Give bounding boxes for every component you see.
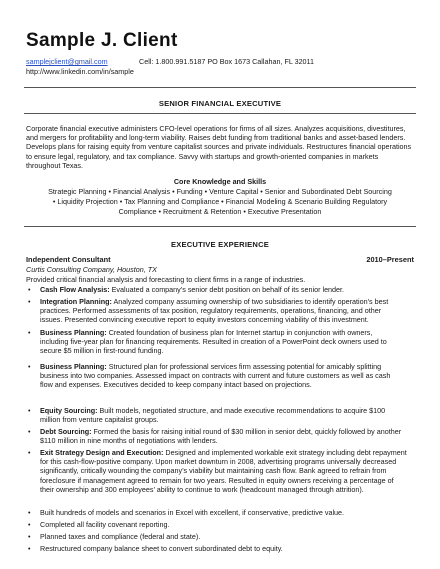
divider <box>24 87 416 88</box>
bullet-text: Restructured company balance sheet to convert subordinated debt to equity. <box>40 544 283 553</box>
summary-heading: SENIOR FINANCIAL EXECUTIVE <box>158 99 282 108</box>
bullet-item <box>28 544 416 553</box>
bullet-label: Business Planning: <box>40 362 107 371</box>
bullet-text: Built models, negotiated structure, and made executive recommendations to acquire $100 <box>97 406 386 415</box>
bullet-icon: • <box>28 532 31 541</box>
bullet-item <box>28 297 416 325</box>
job-dates: 2010–Present <box>366 255 414 264</box>
bullet-label: Integration Planning: <box>40 297 112 306</box>
divider <box>24 113 416 114</box>
bullet-item <box>28 427 416 446</box>
bullet-item <box>28 508 416 517</box>
bullet-text: Completed all facility covenant reporting. <box>40 520 170 529</box>
bullet-label: Exit Strategy Design and Execution: <box>40 448 164 457</box>
bullet-text: Evaluated a company’s senior debt position on behalf of its senior lender. <box>109 285 345 294</box>
bullet-icon: • <box>28 508 31 517</box>
candidate-name: Sample J. Client <box>26 30 178 51</box>
bullet-text: including five-year plan for financing requirements. Resulted in creation of a PowerPoint deck owners used to <box>40 337 387 347</box>
bullet-text: for this cash-flow-positive company. Upon market downturn in 2008, advertising programs universally decreased <box>40 457 397 467</box>
bullet-item <box>28 532 416 541</box>
bullet-item <box>28 328 416 356</box>
bullet-item <box>28 285 416 294</box>
bullet-text: significantly, critically wounding the company’s viability but maintaining cash flow. Bank agreed to refrain from <box>40 466 387 476</box>
bullet-item <box>28 406 416 425</box>
bullet-text: Created foundation of business plan for Internet startup in conjunction with owners, <box>106 328 373 337</box>
bullet-icon: • <box>28 427 31 436</box>
skills-line: Strategic Planning • Financial Analysis • Funding • Venture Capital • Senior and Subordinated Debt Sourcing <box>48 187 392 196</box>
bullet-text: business into two companies. Assessed impact on contracts with current and future customers as well as cash <box>40 371 391 381</box>
bullet-label: Debt Sourcing: <box>40 427 92 436</box>
bullet-icon: • <box>28 520 31 529</box>
bullet-icon: • <box>28 285 31 294</box>
bullet-text: foreclosure if management agreed to remain for two years. Resulted in equity owners receiving a percentage of <box>40 475 394 485</box>
divider <box>24 226 416 227</box>
bullet-text: Planned taxes and compliance (federal and state). <box>40 532 201 541</box>
bullet-text: Analyzed company assuming ownership of two subsidiaries to identify operation’s best <box>111 297 389 306</box>
company-name: Curtis Consulting Company, Houston, TX <box>26 265 157 274</box>
job-title: Independent Consultant <box>26 255 111 264</box>
bullet-text: Designed and implemented workable exit strategy including debt repayment <box>163 448 407 457</box>
bullet-text: Formed the basis for raising initial round of $30 million in senior debt, quickly followed by another <box>91 427 402 436</box>
contact-line: Cell: 1.800.991.5187 PO Box 1673 Callahan, FL 32011 <box>139 57 315 66</box>
summary-paragraph <box>26 124 416 170</box>
bullet-text: Structured plan for professional services firm assessing potential for amicably splitting <box>106 362 382 371</box>
email-link[interactable]: samplejclient@gmail.com <box>26 57 108 66</box>
summary-line: to ensure legal, regulatory, and tax compliance. Savvy with startups and growth-oriented companies in markets <box>26 151 379 161</box>
skills-heading: Core Knowledge and Skills <box>173 177 267 186</box>
experience-heading: EXECUTIVE EXPERIENCE <box>170 240 270 249</box>
summary-line: throughout Texas. <box>26 160 84 170</box>
skills-line: • Liquidity Projection • Tax Planning and Compliance • Financial Modeling & Scenario Building Regulatory <box>52 197 388 206</box>
bullet-text: their ownership and 300 employees’ ability to continue to work (headcount managed through attrition). <box>40 484 364 494</box>
bullet-text: flow and expenses. Executives decided to keep company intact based on projections. <box>40 380 312 390</box>
summary-line: Corporate financial executive administers CFO-level operations for firms of all sizes. Analyzes acquisitions, divestitures, <box>26 124 406 133</box>
bullet-icon: • <box>28 328 31 337</box>
bullet-label: Equity Sourcing: <box>40 406 98 415</box>
bullet-icon: • <box>28 297 31 306</box>
job-summary: Provided critical financial analysis and forecasting to client firms in a range of industries. <box>26 275 306 284</box>
bullet-icon: • <box>28 448 31 457</box>
bullet-text: issues. Presented convincing executive report to equity investors concerning viability of this investment. <box>40 315 369 325</box>
bullet-text: million from venture capitalist groups. <box>40 415 159 425</box>
summary-line: and mergers for profitability and long-term viability. Raises debt funding from traditional banks and asset-based lenders. <box>26 133 406 143</box>
skills-line: Compliance • Recruitment & Retention • Executive Presentation <box>118 207 322 216</box>
summary-line: Develops plans for raising equity from venture capitalist sources and private individuals. Restructures financial operations <box>26 142 412 152</box>
linkedin-url: http://www.linkedin.com/in/sample <box>26 67 134 76</box>
bullet-text: Built hundreds of models and scenarios in Excel with excellent, if conservative, predictive value. <box>40 508 345 517</box>
bullet-text: secure $5 million in first-round funding. <box>40 346 164 356</box>
bullet-icon: • <box>28 544 31 553</box>
bullet-icon: • <box>28 362 31 371</box>
bullet-item <box>28 362 416 390</box>
bullet-icon: • <box>28 406 31 415</box>
bullet-text: $110 million in nine months of negotiations with lenders. <box>40 436 218 446</box>
bullet-item <box>28 520 416 529</box>
bullet-text: practices. Performed assessments of tax position, regulatory requirements, operations, financing, and other <box>40 306 382 316</box>
bullet-label: Business Planning: <box>40 328 107 337</box>
bullet-label: Cash Flow Analysis: <box>40 285 110 294</box>
bullet-item <box>28 448 416 494</box>
